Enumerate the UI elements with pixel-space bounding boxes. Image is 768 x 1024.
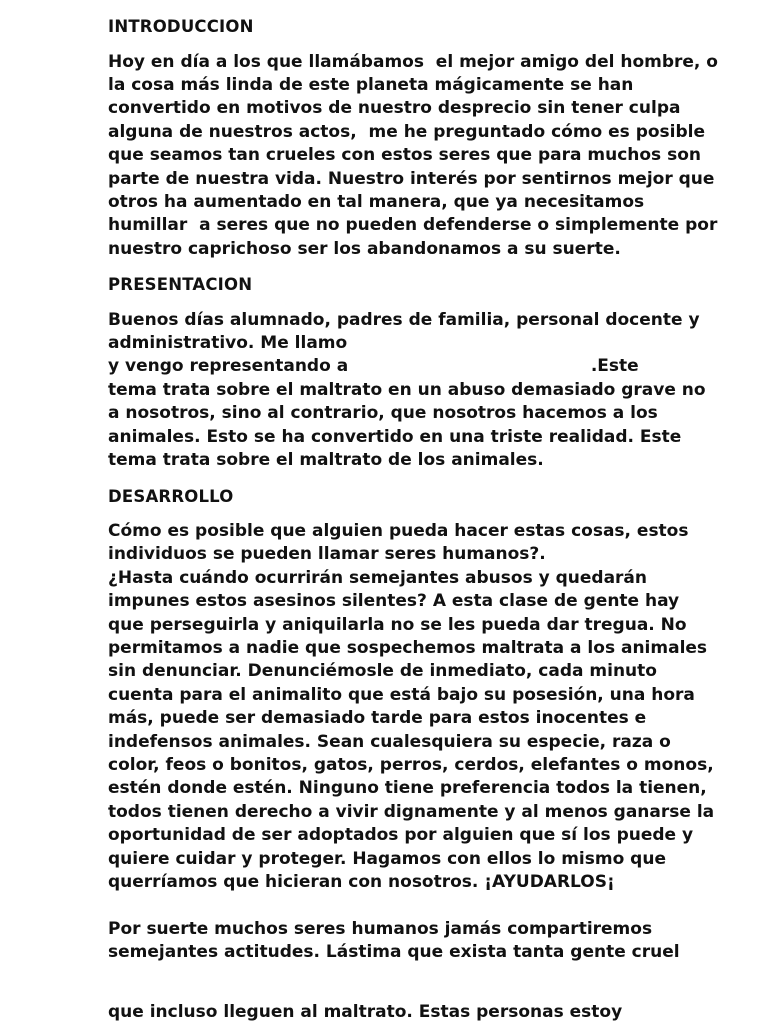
text-line: que perseguirla y aniquilarla no se les pueda dar tregua. No xyxy=(108,614,687,635)
section-heading-desarrollo: DESARROLLO xyxy=(108,486,234,506)
text-line: Buenos días alumnado, padres de familia, personal docente y xyxy=(108,309,700,330)
blank-line xyxy=(108,895,748,918)
text-line: semejantes actitudes. Lástima que exista tanta gente cruel xyxy=(108,942,680,963)
text-line: color, feos o bonitos, gatos, perros, cerdos, elefantes o monos, xyxy=(108,755,714,776)
text-line: convertido en motivos de nuestro desprecio sin tener culpa xyxy=(108,98,681,119)
text-line: sin denunciar. Denunciémosle de inmediato, cada minuto xyxy=(108,661,657,682)
section-heading-presentacion: PRESENTACION xyxy=(108,275,253,295)
text-line: la cosa más linda de este planeta mágicamente se han xyxy=(108,74,634,95)
text-line: estén donde estén. Ninguno tiene preferencia todos la tienen, xyxy=(108,778,707,799)
text-line: administrativo. Me llamo xyxy=(108,333,348,354)
text-line: parte de nuestra vida. Nuestro interés por sentirnos mejor que xyxy=(108,168,715,189)
text-line: quiere cuidar y proteger. Hagamos con ellos lo mismo que xyxy=(108,848,666,869)
text-line: Por suerte muchos seres humanos jamás compartiremos xyxy=(108,918,653,939)
text-line: humillar a seres que no pueden defenderse o simplemente por xyxy=(108,215,718,236)
text-line: tema trata sobre el maltrato en un abuso demasiado grave no xyxy=(108,379,706,400)
text-line: permitamos a nadie que sospechemos maltrata a los animales xyxy=(108,638,708,659)
paragraph-introduccion xyxy=(108,51,748,262)
text-line: a nosotros, sino al contrario, que nosotros hacemos a los xyxy=(108,403,658,424)
paragraph-presentacion xyxy=(108,309,748,473)
text-line: oportunidad de ser adoptados por alguien que sí los puede y xyxy=(108,825,694,846)
text-line: nuestro caprichoso ser los abandonamos a su suerte. xyxy=(108,238,621,259)
text-line: indefensos animales. Sean cualesquiera su especie, raza o xyxy=(108,731,671,752)
document-content xyxy=(108,15,748,1024)
text-line: Cómo es posible que alguien pueda hacer estas cosas, estos xyxy=(108,521,689,541)
text-line: tema trata sobre el maltrato de los animales. xyxy=(108,450,544,471)
text-line: más, puede ser demasiado tarde para estos inocentes e xyxy=(108,708,647,729)
paragraph-desarrollo xyxy=(108,520,748,1024)
text-line: que incluso lleguen al maltrato. Estas personas estoy xyxy=(108,1001,623,1022)
text-line: otros ha aumentado en tal manera, que ya necesitamos xyxy=(108,191,645,212)
text-line: ¿Hasta cuándo ocurrirán semejantes abusos y quedarán xyxy=(108,567,648,588)
text-line: Hoy en día a los que llamábamos el mejor amigo del hombre, o xyxy=(108,51,718,72)
text-line: y vengo representando a .Este xyxy=(108,356,639,377)
text-line: todos tienen derecho a vivir dignamente y al menos ganarse la xyxy=(108,801,715,822)
text-line: querríamos que hicieran con nosotros. ¡AYUDARLOS¡ xyxy=(108,872,615,893)
text-line: animales. Esto se ha convertido en una triste realidad. Este xyxy=(108,426,682,447)
text-line: impunes estos asesinos silentes? A esta clase de gente hay xyxy=(108,591,680,612)
text-line: cuenta para el animalito que está bajo su posesión, una hora xyxy=(108,684,695,705)
section-heading-introduccion: INTRODUCCION xyxy=(108,17,254,36)
text-line: que seamos tan crueles con estos seres que para muchos son xyxy=(108,145,701,166)
blank-line xyxy=(108,965,748,1001)
text-line: individuos se pueden llamar seres humanos?. xyxy=(108,544,546,565)
text-line: alguna de nuestros actos, me he preguntado cómo es posible xyxy=(108,121,706,142)
